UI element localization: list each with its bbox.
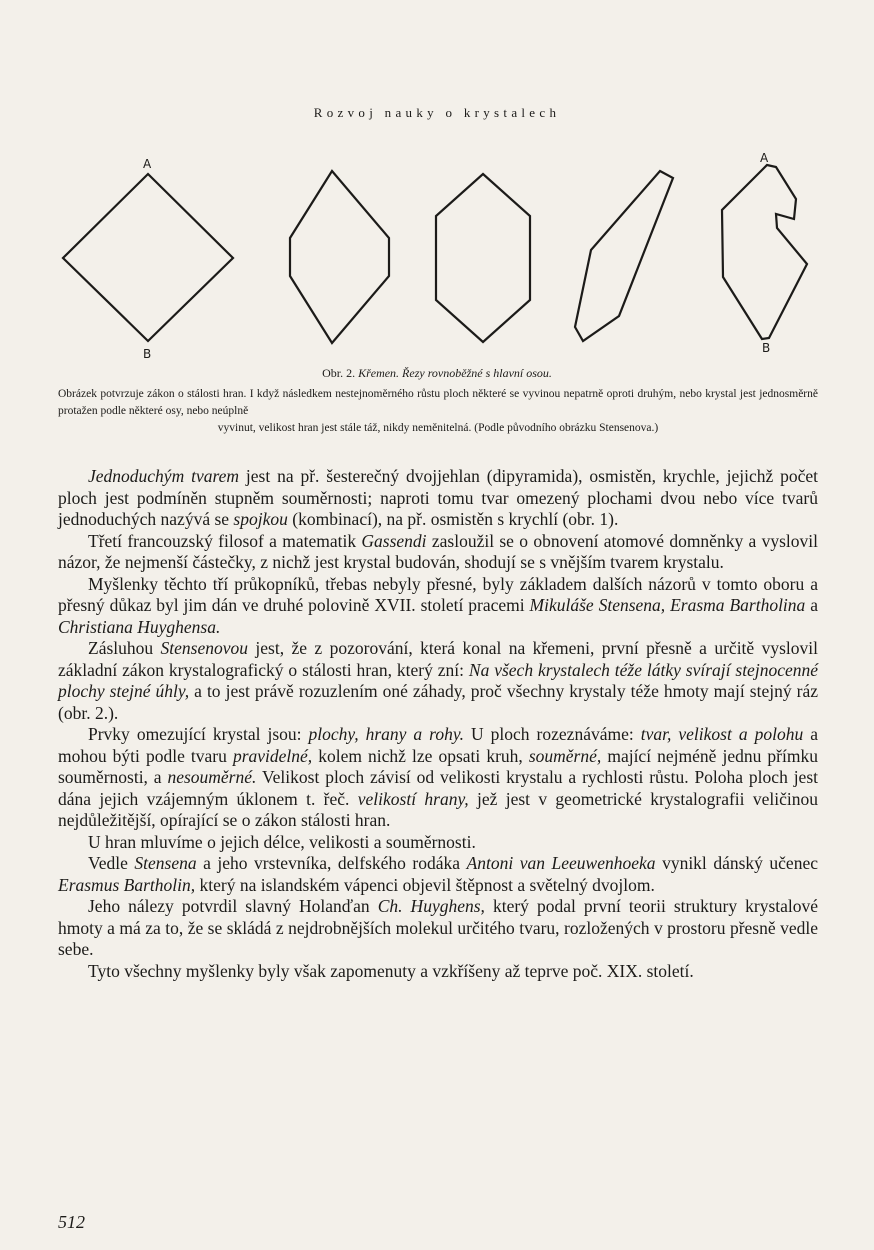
label-b-left: B bbox=[143, 347, 152, 360]
names-stensen-bartholin: Mikuláše Stensena, Erasma Bartholina bbox=[529, 595, 806, 615]
text-span: kolem nichž lze opsati kruh, bbox=[312, 745, 529, 766]
name-huyghens: Ch. Huyghens, bbox=[377, 896, 485, 916]
text-span: Jeho nálezy potvrdil slavný Holanďan bbox=[88, 896, 378, 916]
text-span: a jeho vrstevníka, delfského rodáka bbox=[196, 853, 467, 873]
term-regular: pravidelné, bbox=[232, 745, 313, 766]
text-span: Velikost ploch závisí od velikosti krystalu a rychlosti růstu. Poloha ploch jest dána jejich vzájemným úklonem t. řeč. bbox=[58, 767, 818, 809]
text-span: Třetí francouzský filosof a matematik bbox=[88, 530, 362, 551]
text-span: jež jest v geometrické krystalografii veličinou nejdůležitější, opírající se o zákon stálosti hran. bbox=[58, 788, 818, 830]
figure-caption-text bbox=[58, 386, 818, 437]
paragraph-3 bbox=[58, 574, 818, 639]
text-span: a bbox=[805, 595, 818, 615]
text-span: který podal první teorii struktury krystalové hmoty a má za to, že se skládá z nejdrobnějších molekul určitého tvaru, rozložených v prostoru přesně vedle sebe. bbox=[58, 896, 819, 959]
term-asymmetric: nesouměrné. bbox=[167, 767, 257, 787]
text-span: U ploch rozeznáváme: bbox=[464, 724, 641, 744]
text-span: Zásluhou bbox=[88, 638, 161, 658]
text-span: mající nejméně jednu přímku souměrnosti, a bbox=[58, 745, 818, 787]
name-huyghens: Christiana Huyghensa. bbox=[58, 616, 221, 637]
text-span: Myšlenky těchto tří průkopníků, třebas nebyly přesné, byly základem dalších názorů v tomto oboru a přesný důkaz byl jim dán ve druhé polovině XVII. století pracemi bbox=[58, 573, 818, 615]
paragraph-5 bbox=[58, 724, 818, 832]
name-stensen: Stensena bbox=[134, 853, 197, 873]
text-span: (kombinací), na př. osmistěn s krychlí (obr. 1). bbox=[287, 509, 619, 529]
text-span: a mohou býti podle tvaru bbox=[58, 724, 818, 766]
paragraph-2 bbox=[58, 531, 818, 574]
label-a-right: A bbox=[760, 151, 769, 165]
paragraph-4 bbox=[58, 638, 818, 724]
crystal-section-square bbox=[63, 174, 233, 341]
crystal-section-hex-1 bbox=[290, 171, 389, 343]
page-number: 512 bbox=[58, 1212, 85, 1232]
text-span: jest, že z pozorování, která konal na křemeni, první přesně a určitě vyslovil základní zákon krystalografický o stálosti hran, který zní: bbox=[58, 638, 818, 680]
name-leeuwenhoek: Antoni van Leeuwenhoeka bbox=[466, 853, 656, 873]
paragraph-6: U hran mluvíme o jejich délce, velikosti a souměrnosti. bbox=[88, 831, 476, 852]
quartz-sections-figure bbox=[0, 140, 874, 360]
name-gassendi: Gassendi bbox=[361, 530, 427, 551]
text-span: a to jest právě rozuzlením oné záhady, proč všechny krystaly téže hmoty mají stejný ráz (obr. 2.). bbox=[58, 681, 818, 723]
term-edge-size: velikostí hrany, bbox=[357, 788, 469, 809]
paragraph-8 bbox=[58, 896, 818, 961]
crystal-section-hex-2 bbox=[436, 174, 530, 342]
term-properties: tvar, velikost a polohu bbox=[640, 724, 804, 744]
figure-number: Obr. 2. bbox=[322, 366, 356, 380]
label-a-left: A bbox=[143, 157, 152, 171]
paragraph-9: Tyto všechny myšlenky byly však zapomenuty a vzkříšeny až teprve poč. XIX. století. bbox=[88, 960, 694, 981]
running-header: Rozvoj nauky o krystalech bbox=[313, 105, 561, 120]
paragraph-1 bbox=[58, 466, 818, 531]
text-span: Prvky omezující krystal jsou: bbox=[88, 724, 309, 744]
figure-caption-title bbox=[0, 366, 874, 381]
term-combination: spojkou bbox=[233, 509, 288, 529]
text-span: Vedle bbox=[88, 853, 135, 873]
figure-title: Křemen. Řezy rovnoběžné s hlavní osou. bbox=[358, 366, 552, 380]
crystal-section-incomplete bbox=[722, 165, 807, 339]
label-b-right: B bbox=[762, 341, 771, 355]
name-stensen: Stensenovou bbox=[160, 638, 249, 658]
term-simple-form: Jednoduchým tvarem bbox=[88, 466, 240, 486]
caption-line-2: vyvinut, velikost hran jest stále táž, nikdy neměnitelná. (Podle původního obrázku Stensenova.) bbox=[217, 422, 659, 434]
name-bartholin: Erasmus Bartholin, bbox=[58, 874, 196, 895]
text-span: jest na př. šesterečný dvojjehlan (dipyramida), osmistěn, krychle, jejichž počet ploch jest podmíněn stupněm souměrnosti; naproti tomu tvar omezený plochami dvou nebo více tvarů jednoduchých nazývá se bbox=[58, 466, 819, 529]
body-text bbox=[58, 466, 818, 982]
text-span: který na islandském vápenci objevil štěpnost a světelný dvojlom. bbox=[195, 874, 655, 895]
term-elements: plochy, hrany a rohy. bbox=[308, 724, 465, 744]
paragraph-7 bbox=[58, 853, 818, 896]
caption-line-1: Obrázek potvrzuje zákon o stálosti hran. I když následkem nestejnoměrného růstu ploch některé se vyvinou nepatrně oproti druhým, nebo krystal jest jednosměrně protažen podle některé osy, nebo neúplně bbox=[58, 388, 818, 417]
crystal-section-elongated bbox=[575, 171, 673, 341]
law-statement: Na všech krystalech téže látky svírají stejnocenné plochy stejné úhly, bbox=[58, 659, 818, 701]
term-symmetric: souměrné, bbox=[528, 745, 602, 766]
text-span: vynikl dánský učenec bbox=[655, 853, 818, 873]
text-span: zasloužil se o obnovení atomové domněnky a vyslovil názor, že nejmenší částečky, z nichž jest krystal budován, shodují se s vnějším tvarem krystalu. bbox=[58, 530, 818, 572]
